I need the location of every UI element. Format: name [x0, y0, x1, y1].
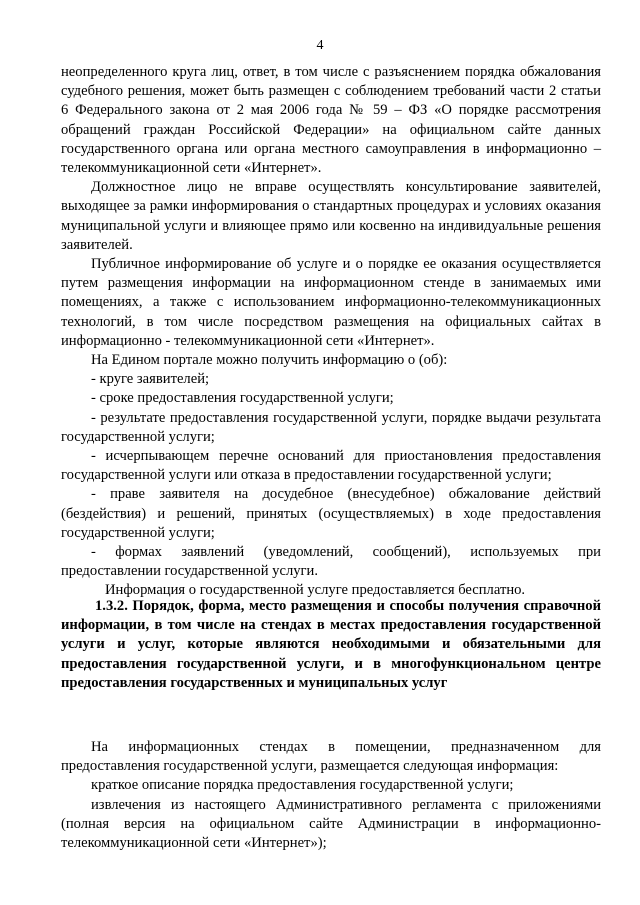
paragraph: На информационных стендах в помещении, предназначенном для предоставления государственной услуги, размещается следующая информация: [61, 739, 601, 775]
list-item: - результате предоставления государственной услуги, порядке выдачи результата государственной услуги; [61, 409, 601, 445]
page-number: 4 [316, 38, 324, 53]
paragraph: неопределенного круга лиц, ответ, в том числе с разъяснением порядка обжалования судебного решения, может быть размещен с соблюдением требований части 2 статьи 6 Федерального закона от 2 мая 2006 года № 59 – ФЗ «О порядке рассмотрения обращений граждан Российской Федерации» на официальном сайте данных государственного органа или органа местного самоуправления в информационно – телекоммуникационной сети «Интернет». [61, 64, 601, 177]
paragraph: Публичное информирование об услуге и о порядке ее оказания осуществляется путем размещения информации на информационном стенде в занимаемых ими помещениях, а также с использованием информационно-телекоммуникационных технологий, в том числе посредством размещения на официальных сайтах в информационно - телекоммуникационной сети «Интернет». [61, 256, 601, 349]
list-item: - круге заявителей; [91, 371, 210, 388]
list-item: - праве заявителя на досудебное (внесудебное) обжалование действий (бездействия) и решений, принятых (осуществляемых) в ходе предоставления государственной услуги; [61, 486, 601, 541]
paragraph: Должностное лицо не вправе осуществлять консультирование заявителей, выходящее за рамки информирования о стандартных процедурах и условиях оказания муниципальной услуги и влияющее прямо или косвенно на индивидуальные решения заявителей. [61, 179, 601, 253]
section-body-block [61, 738, 601, 853]
section-heading-block [61, 597, 601, 693]
paragraph: На Едином портале можно получить информацию о (об): [91, 352, 448, 369]
list-item: - формах заявлений (уведомлений, сообщений), используемых при предоставлении государственной услуги. [61, 544, 601, 580]
paragraph: Информация о государственной услуге предоставляется бесплатно. [105, 582, 526, 599]
intro-block [61, 63, 601, 601]
paragraph: краткое описание порядка предоставления государственной услуги; [91, 777, 514, 794]
section-heading: 1.3.2. Порядок, форма, место размещения и способы получения справочной информации, в том числе на стендах в местах предоставления государственной услуги и услуг, которые являются необходимыми и обязательными для предоставления государственной услуги, и в многофункциональном центре предоставления государственных и муниципальных услуг [61, 598, 601, 691]
list-item: - сроке предоставления государственной услуги; [91, 390, 394, 407]
paragraph: извлечения из настоящего Административного регламента с приложениями (полная версия на официальном сайте Администрации в информационно-телекоммуникационной сети «Интернет»); [61, 796, 601, 852]
list-item: - исчерпывающем перечне оснований для приостановления предоставления государственной услуги или отказа в предоставлении государственной услуги; [61, 448, 601, 484]
